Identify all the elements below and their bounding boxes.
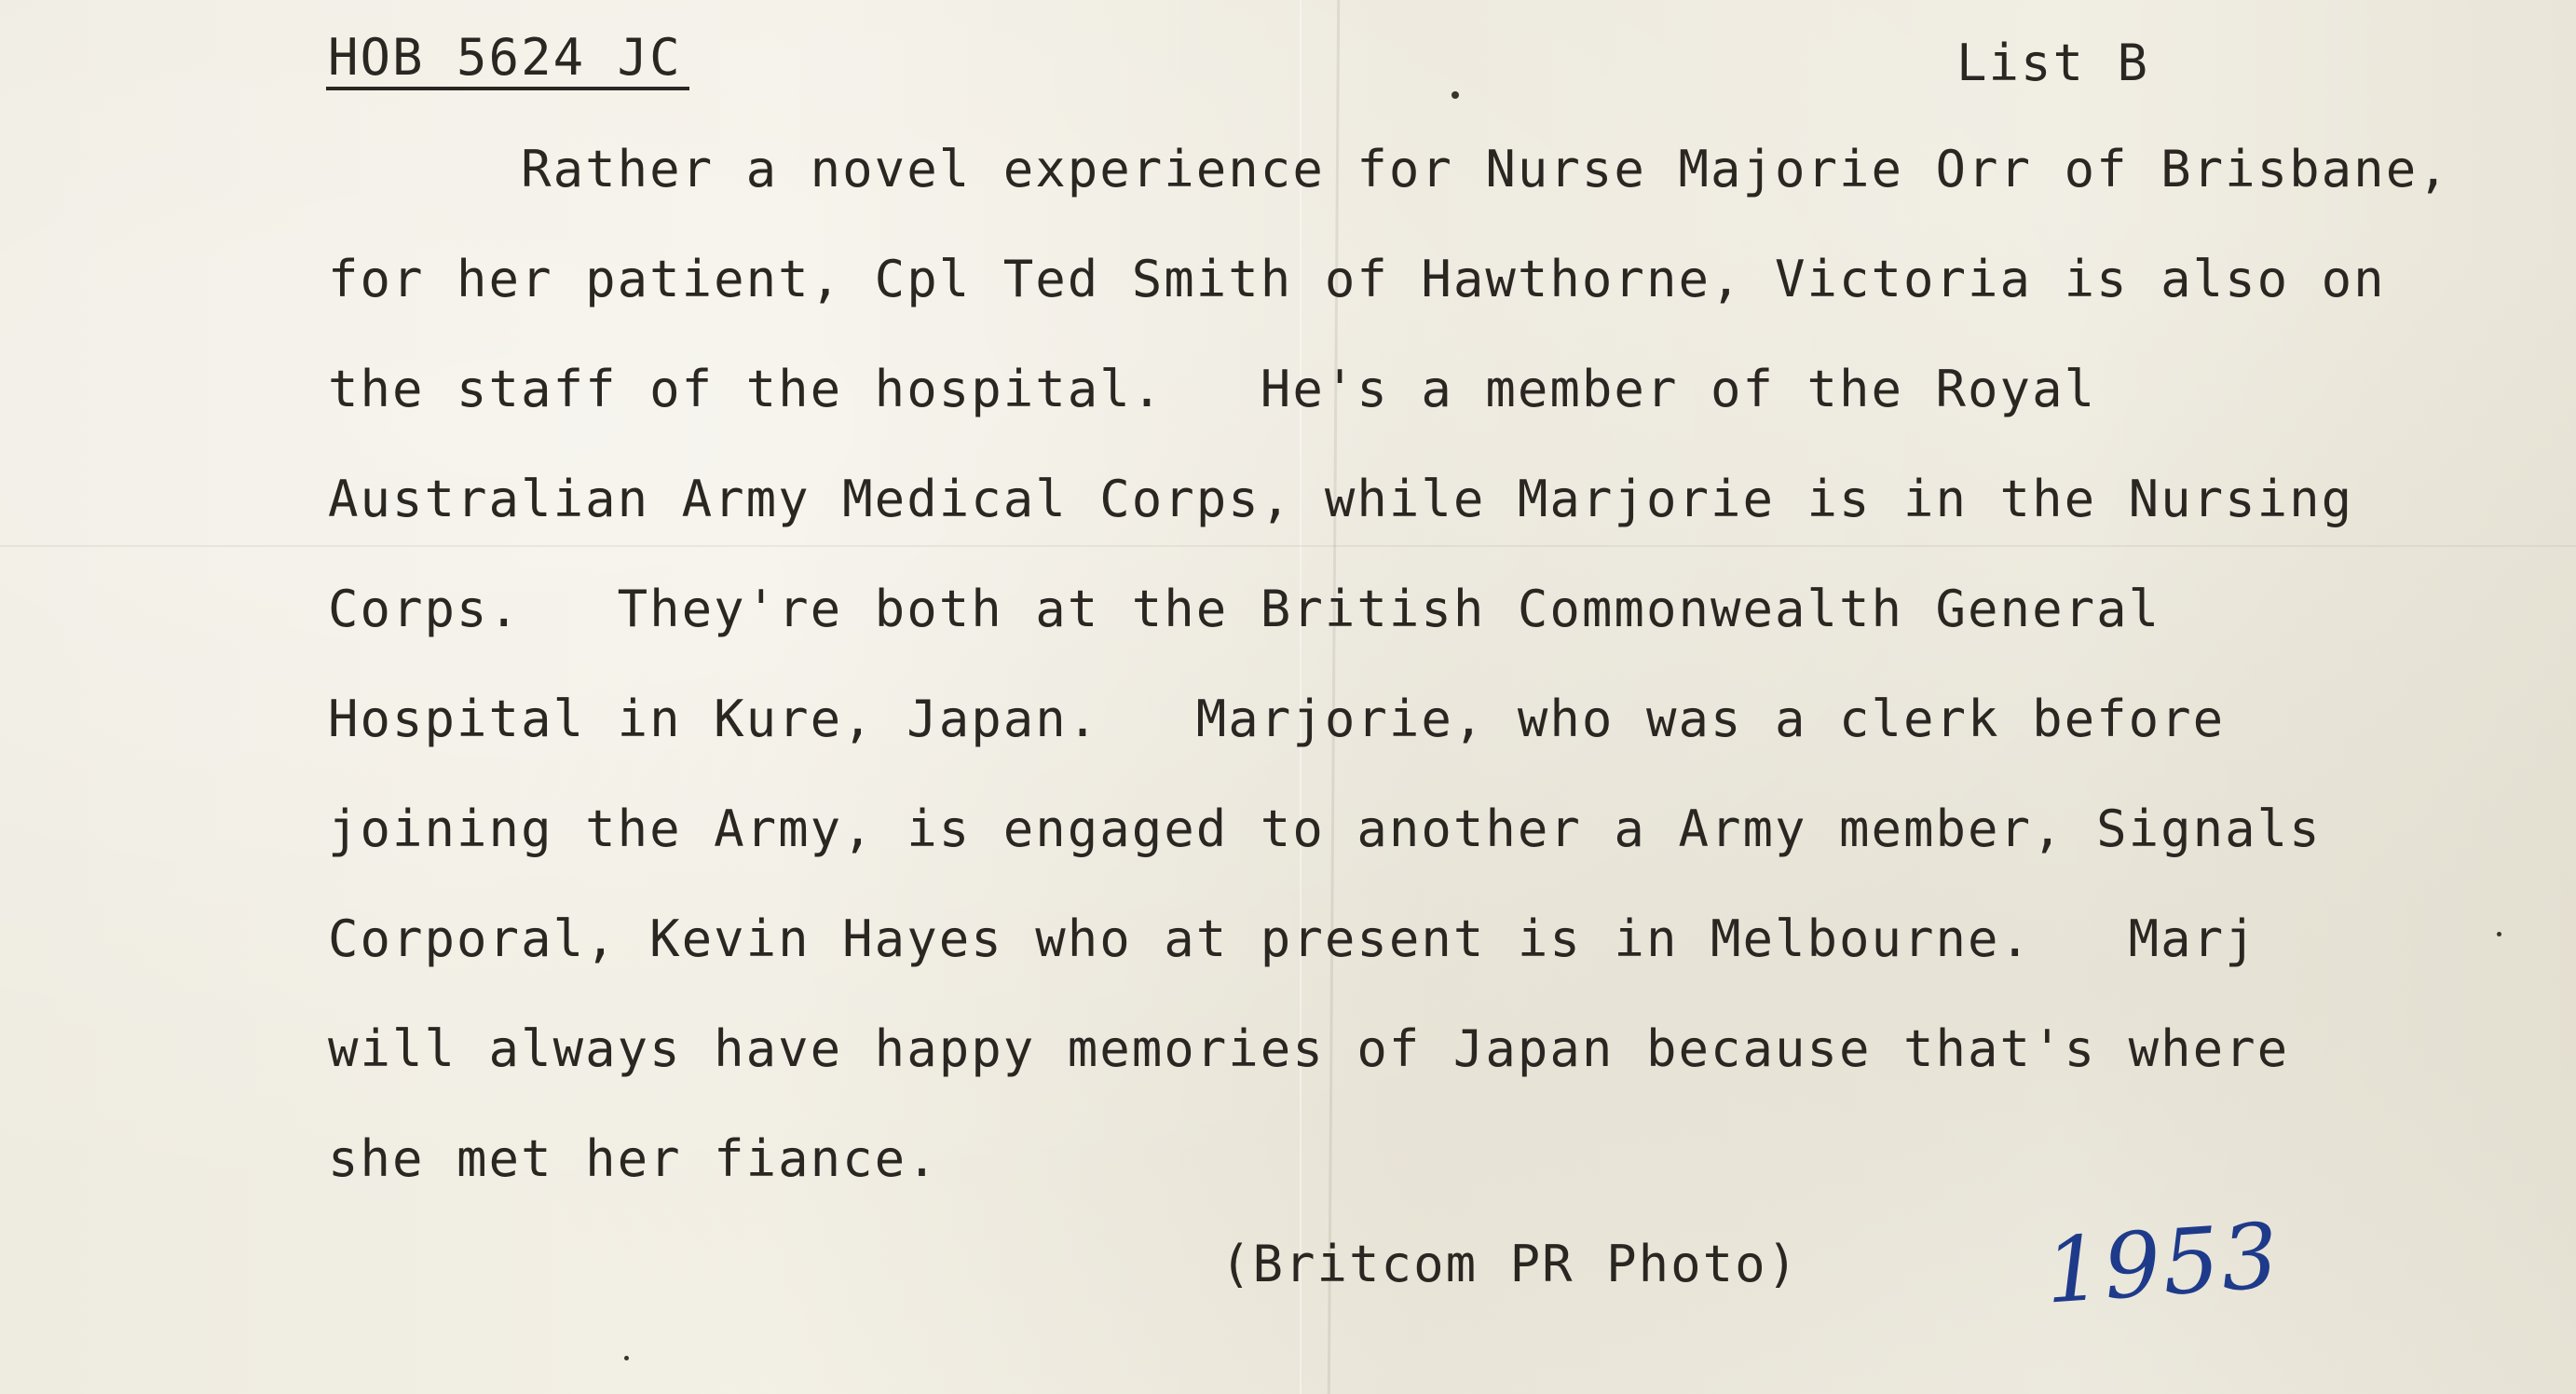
handwritten-year: 1953 <box>2041 1203 2283 1324</box>
body-line-7: joining the Army, is engaged to another a Army member, Signals <box>328 800 2322 858</box>
body-line-1: Rather a novel experience for Nurse Majorie Orr of Brisbane, <box>328 140 2450 198</box>
paper-crease-horizontal <box>0 545 2576 547</box>
body-line-5: Corps. They're both at the British Commonwealth General <box>328 580 2161 638</box>
body-line-3: the staff of the hospital. He's a member of the Royal <box>328 360 2097 418</box>
body-line-2: for her patient, Cpl Ted Smith of Hawthorne, Victoria is also on <box>328 250 2386 308</box>
body-line-9: will always have happy memories of Japan because that's where <box>328 1019 2290 1078</box>
list-label: List B <box>1956 34 2150 92</box>
body-line-8: Corporal, Kevin Hayes who at present is in Melbourne. Marj <box>328 909 2257 968</box>
body-line-10: she met her fiance. <box>328 1129 939 1188</box>
ink-speck <box>2497 932 2501 936</box>
body-line-4: Australian Army Medical Corps, while Marjorie is in the Nursing <box>328 470 2354 528</box>
ink-speck <box>624 1356 629 1360</box>
photo-credit-caption: (Britcom PR Photo) <box>1220 1235 1800 1293</box>
reference-number: HOB 5624 JC <box>328 28 682 87</box>
reference-underline <box>326 87 689 90</box>
body-line-6: Hospital in Kure, Japan. Marjorie, who was a clerk before <box>328 690 2226 748</box>
ink-speck <box>1452 91 1459 99</box>
